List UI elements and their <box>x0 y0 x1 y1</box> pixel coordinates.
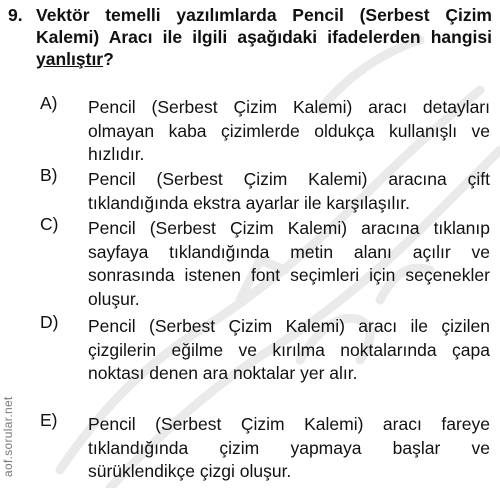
option-b-text: Pencil (Serbest Çizim Kalemi) aracına çift tıklandığında ekstra ayarlar ile karşılaşılır. <box>88 169 490 213</box>
option-c-text: Pencil (Serbest Çizim Kalemi) aracına tıklanıp sayfaya tıklandığında metin alanı açılır ve sonrasında istenen font seçimleri için seçenekler oluşur. <box>88 218 490 309</box>
option-d[interactable] <box>40 312 490 386</box>
option-b-letter: B) <box>40 165 58 185</box>
option-e[interactable] <box>40 410 490 484</box>
option-e-letter: E) <box>40 410 58 430</box>
question-emphasis: yanlıştır <box>36 49 104 69</box>
option-c[interactable] <box>40 214 490 311</box>
option-d-text: Pencil (Serbest Çizim Kalemi) aracı ile çizilen çizgilerin eğilme ve kırılma noktalarında çapa noktası denen ara noktalar yer alır. <box>88 316 490 383</box>
option-b[interactable] <box>40 165 490 215</box>
option-d-letter: D) <box>40 312 59 332</box>
option-e-text: Pencil (Serbest Çizim Kalemi) aracı fareye tıklandığında çizim yapmaya başlar ve sürüklendikçe çizgi oluşur. <box>88 414 490 481</box>
question-text <box>36 4 492 70</box>
option-a[interactable] <box>40 93 490 167</box>
option-c-letter: C) <box>40 214 59 234</box>
question-mark: ? <box>103 49 114 69</box>
question <box>8 4 492 70</box>
option-a-text: Pencil (Serbest Çizim Kalemi) aracı detayları olmayan kaba çizimlerde oldukça kullanışlı ve hızlıdır. <box>88 97 490 164</box>
question-number: 9. <box>8 5 23 25</box>
option-a-letter: A) <box>40 93 58 113</box>
question-text-main: Vektör temelli yazılımlarda Pencil (Serbest Çizim Kalemi) Aracı ile ilgili aşağıdaki ifadelerden hangisi <box>36 5 492 47</box>
side-watermark: aof.sorular.net <box>1 396 15 477</box>
